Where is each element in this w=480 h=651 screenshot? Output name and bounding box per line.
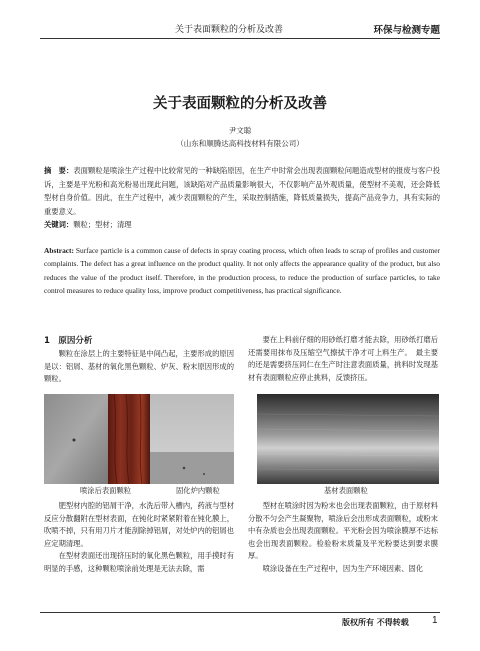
keywords (44, 220, 440, 230)
left-intro (44, 348, 234, 386)
author: 尹文聪 (228, 126, 252, 135)
right-intro (248, 334, 438, 384)
abstract-en-label: Abstract: (44, 246, 74, 255)
affiliation: （山东和顺腾达高科技材料有限公司） (176, 139, 304, 148)
substrate-surface-photo (257, 394, 439, 484)
right-para-1: 型材在喷涂时因为粉末也会出现表面颗粒，由于原材料分散不匀会产生凝聚物，喷涂后会出形成表面颗粒，或粉末中有杂质也会出现表面颗粒。平光粉会因为喷涂膜厚不达标也会出现表面颗粒。检验粉末质量及平光粉要达到要求膜厚。 (248, 501, 438, 561)
left-body (44, 500, 234, 576)
abstract-cn (44, 164, 440, 218)
right-body (248, 500, 438, 576)
running-header (0, 22, 480, 40)
left-intro-text: 颗粒在涂层上的主要特征是中间凸起，主要形成的原因是以：铝屑、基材的氧化黑色颗粒、炉灰、粉末原因形成的颗粒。 (44, 349, 234, 384)
right-para-2: 喷涂设备在生产过程中，因为生产环境因素、固化 (262, 563, 424, 573)
article-title: 关于表面颗粒的分析及改善 (153, 96, 327, 112)
copyright-notice: 版权所有 不得转载 (342, 617, 409, 627)
abstract-label: 摘 要： (44, 166, 74, 175)
footer-rule (40, 612, 440, 613)
left-para-2: 在型材表面还出现挤压时的氧化黑色颗粒，用手摸时有明显的手感，这种颗粒喷涂前处理是无法去除，需 (44, 551, 234, 573)
abstract-en (44, 244, 440, 298)
caption-substrate-particles: 基材表面颗粒 (324, 486, 368, 495)
caption-oven-particles: 固化炉内颗粒 (176, 486, 220, 495)
grey-surface-photo (44, 394, 108, 484)
caption-surface-particles: 喷涂后表面颗粒 (80, 486, 132, 495)
keywords-label: 关键词： (44, 220, 74, 229)
figure-left-photos (44, 394, 234, 484)
abstract-text: 表面颗粒是喷涂生产过程中比较常见的一种缺陷原因，在生产中时常会出现表面颗粒问题造成型材的报废与客户投诉，主要是平光粉和高光粉易出现此问题，该缺陷对产品质量影响很大，不仅影响产品外观质量，使型材不美观，还会降低型材自身价值。因此，在生产过程中，减少表面颗粒的产生，采取控制措施，降低质量损失，提高产品竞争力，具有实际的重要意义。 (44, 166, 441, 216)
page-number: 1 (432, 615, 438, 626)
figure-right-photo (257, 394, 439, 484)
abstract-en-text: Surface particle is a common cause of defects in spray coating process, which often leads to scrap of profiles and customer complaints. The defect has a great influence on the product quality. It not only affects the appearance quality of the product, but also reduces the value of the product itself. Therefore, in the production process, to reduce the production of surface particles, to take control measures to reduce quality loss, improve product competitiveness, has practical significance. (44, 246, 440, 296)
right-intro-text: 要在上料前仔细的用砂纸打磨才能去除，用砂纸打磨后还需要用抹布及压缩空气擦拭干净才可上料生产。 最主要的还是需要挤压同仁在生产时注意表面质量，挑料时发现基材有表面颗粒应停止挑料，反馈挤压。 (248, 335, 438, 382)
running-title: 关于表面颗粒的分析及改善 (175, 25, 284, 35)
journal-name: 环保与检测专题 (373, 25, 440, 36)
keywords-text: 颗粒；型材；清理 (73, 220, 132, 229)
header-rule (40, 38, 440, 39)
section-heading: 1 原因分析 (44, 336, 93, 346)
woodgrain-profile-photo (108, 394, 150, 484)
left-para-1: 肥型材内腔的铝屑干净，水洗后带入槽内，药液与型材反应分散翻附在型材表面，在钝化时紧紧附着在钝化膜上，吹喷不掉，只有用刀片才能刮除掉铝屑，对处炉内的铝屑也应定期清理。 (44, 501, 234, 548)
